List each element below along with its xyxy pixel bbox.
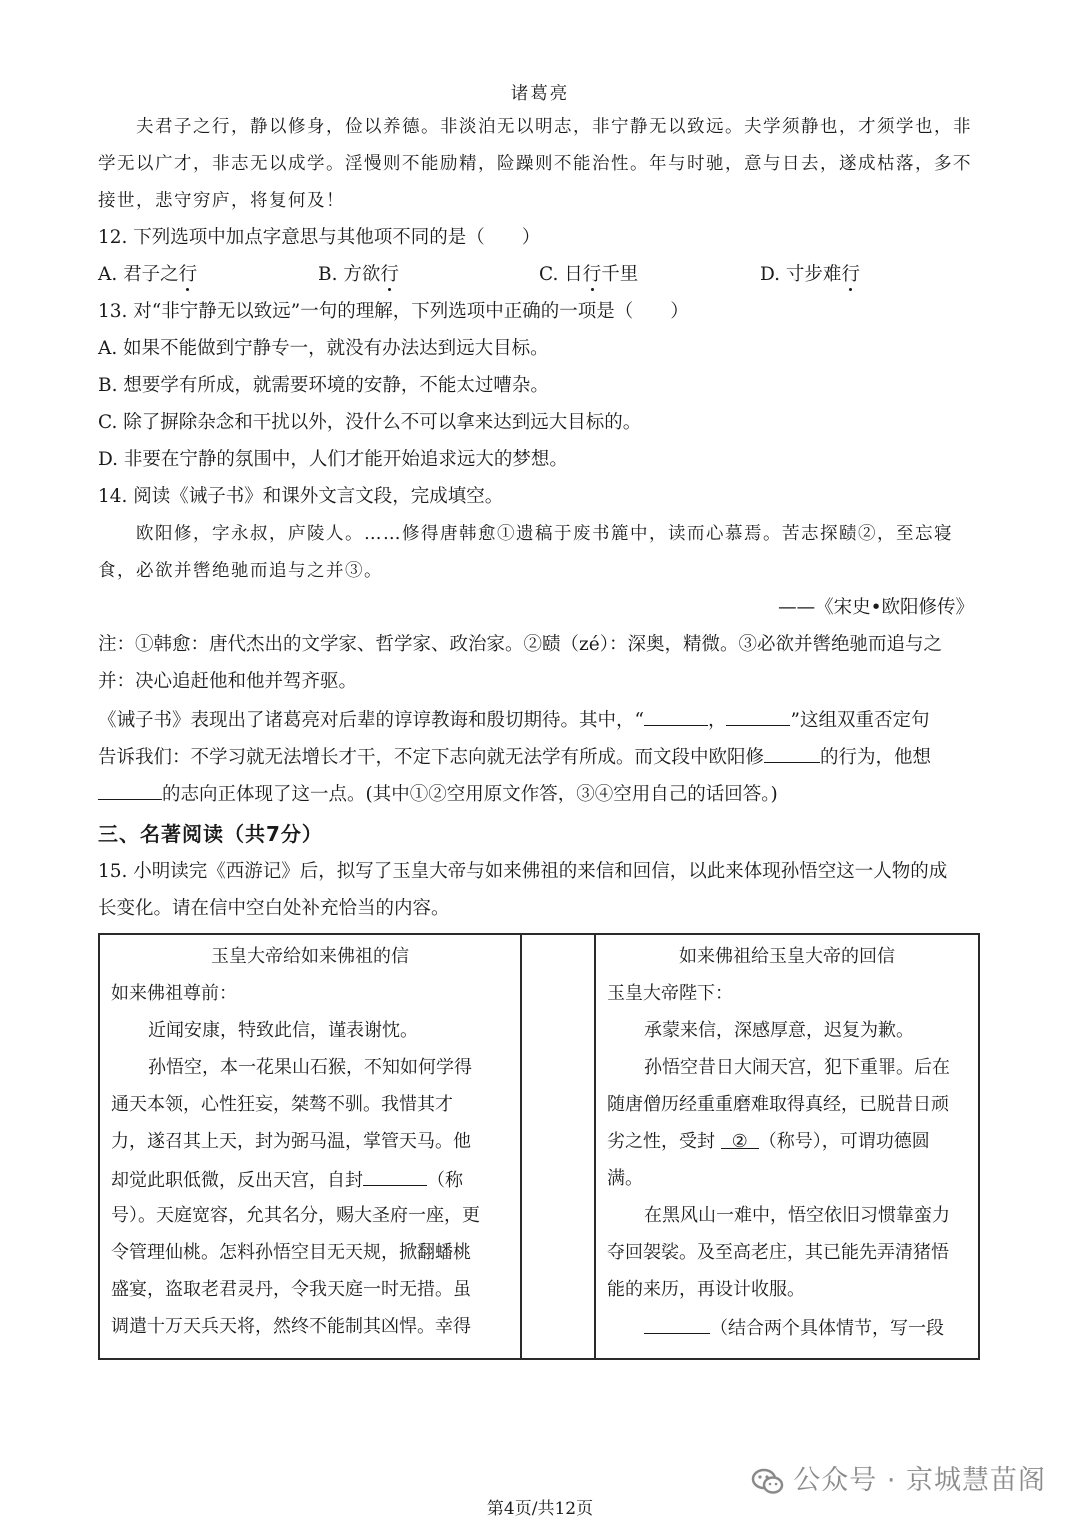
q13-option-d: D. 非要在宁静的氛围中，人们才能开始追求远大的梦想。 <box>98 449 568 470</box>
letter-right-line: 孙悟空昔日大闹天宫，犯下重罪。后在 <box>644 1057 950 1078</box>
passage-line-2: 学无以广才，非志无以成学。淫慢则不能励精，险躁则不能治性。年与时驰，意与日去，遂成枯落，多不 <box>98 154 972 174</box>
letter-right-line: 在黑风山一难中，悟空依旧习惯靠蛮力 <box>644 1205 950 1226</box>
q12-options <box>98 263 197 287</box>
q14-stem: 14. 阅读《诫子书》和课外文言文段，完成填空。 <box>98 486 504 507</box>
q13-option-b: B. 想要学有所成，就需要环境的安静，不能太过嘈杂。 <box>98 375 549 396</box>
letter-left-line: 孙悟空，本一花果山石猴，不知如何学得 <box>148 1057 472 1078</box>
q13-option-a: A. 如果不能做到宁静专一，就没有办法达到远大目标。 <box>98 338 549 359</box>
letter-left-line: 如来佛祖尊前： <box>111 983 237 1004</box>
passage-line-3: 接世，悲守穷庐，将复何及！ <box>98 191 345 211</box>
wechat-icon <box>751 1467 785 1497</box>
section-3-heading: 三、名著阅读（共7分） <box>98 822 323 846</box>
q15-stem-line-1: 15. 小明读完《西游记》后，拟写了玉皇大帝与如来佛祖的来信和回信，以此来体现孙悟空这一人物的成 <box>98 861 948 882</box>
letter-right-line: 劣之性，受封 ② （称号），可谓功德圆 <box>607 1131 930 1152</box>
q12-stem: 12. 下列选项中加点字意思与其他项不同的是（ ） <box>98 227 541 248</box>
letter-right-line: 随唐僧历经重重磨难取得真经，已脱昔日顽 <box>607 1094 949 1115</box>
emphasis-dot-char: 行 <box>582 264 602 285</box>
q12-option-c: C. 日行千里 <box>539 264 639 285</box>
q14-note-line-1: 注：①韩愈：唐代杰出的文学家、哲学家、政治家。②赜（zé）：深奥，精微。③必欲并辔绝驰而追与之 <box>98 634 942 655</box>
letter-right-line: 满。 <box>607 1168 643 1189</box>
q14-fill-line-3: 的志向正体现了这一点。(其中①②空用原文作答，③④空用自己的话回答。) <box>98 781 778 807</box>
letter-left-line: 盛宴，盗取老君灵丹，令我天庭一时无措。虽 <box>111 1279 471 1300</box>
letter-right-line: 能的来历，再设计收服。 <box>607 1279 805 1300</box>
answer-blank-title-1[interactable] <box>363 1167 427 1186</box>
letter-right-line: 玉皇大帝陛下： <box>607 983 733 1004</box>
passage-line-1: 夫君子之行，静以修身，俭以养德。非淡泊无以明志，非宁静无以致远。夫学须静也，才须学也，非 <box>136 117 972 137</box>
watermark: 公众号 · 京城慧苗阁 <box>751 1458 1046 1497</box>
answer-blank-1[interactable] <box>644 707 708 726</box>
letter-right-line: 夺回袈裟。及至高老庄，其已能先弄清猪悟 <box>607 1242 949 1263</box>
q14-fill-line-1: 《诫子书》表现出了诸葛亮对后辈的谆谆教诲和殷切期待。其中，“ ， ”这组双重否定句 <box>98 707 929 733</box>
q14-fill-line-2: 告诉我们：不学习就无法增长才干，不定下志向就无法学有所成。而文段中欧阳修 的行为，他想 <box>98 744 931 770</box>
letter-left-line: 却觉此职低微，反出天宫，自封 （称 <box>111 1167 463 1193</box>
emphasis-dot-char: 行 <box>178 264 198 285</box>
q12-option-d: D. 寸步难行 <box>760 264 860 285</box>
q12-option-b: B. 方欲行 <box>318 264 399 285</box>
q14-source: ——《宋史•欧阳修传》 <box>778 597 974 618</box>
q15-stem-line-2: 长变化。请在信中空白处补充恰当的内容。 <box>98 898 450 919</box>
q12-option-a: A. 君子之行 <box>98 264 198 285</box>
emphasis-dot-char: 行 <box>380 264 399 285</box>
letter-left-title: 玉皇大帝给如来佛祖的信 <box>211 946 409 967</box>
q14-note-line-2: 并：决心追赶他和他并驾齐驱。 <box>98 671 358 692</box>
passage-author: 诸葛亮 <box>510 84 570 104</box>
answer-blank-title-2[interactable]: ② <box>721 1130 759 1149</box>
q14-text-line-2: 食，必欲并辔绝驰而追与之并③。 <box>98 561 383 581</box>
letter-left-line: 力，遂召其上天，封为弼马温，掌管天马。他 <box>111 1131 471 1152</box>
letter-left-line: 通天本领，心性狂妄，桀骜不驯。我惜其才 <box>111 1094 453 1115</box>
q13-option-c: C. 除了摒除杂念和干扰以外，没什么不可以拿来达到远大目标的。 <box>98 412 642 433</box>
letters-table <box>98 933 980 1360</box>
letter-middle-cell <box>521 934 595 1359</box>
emphasis-dot-char: 行 <box>841 264 860 285</box>
q14-text-line-1: 欧阳修，字永叔，庐陵人。……修得唐韩愈①遗稿于废书簏中，读而心慕焉。苦志探赜②，至忘寝 <box>136 524 953 544</box>
letter-left-line: 号）。天庭宽容，允其名分，赐大圣府一座，更 <box>111 1205 480 1226</box>
letter-right-line: 承蒙来信，深感厚意，迟复为歉。 <box>644 1020 914 1041</box>
q13-stem: 13. 对“非宁静无以致远”一句的理解，下列选项中正确的一项是（ ） <box>98 301 689 322</box>
letter-right-cell <box>595 934 979 1359</box>
letter-right-title: 如来佛祖给玉皇大帝的回信 <box>679 946 895 967</box>
answer-blank-2[interactable] <box>726 707 790 726</box>
letter-left-line: 近闻安康，特致此信，谨表谢忱。 <box>148 1020 418 1041</box>
letter-left-cell <box>99 934 521 1359</box>
letter-right-line: （结合两个具体情节，写一段 <box>644 1315 944 1341</box>
letter-left-line: 令管理仙桃。怎料孙悟空目无天规，掀翻蟠桃 <box>111 1242 471 1263</box>
answer-blank-3[interactable] <box>764 744 820 763</box>
page-footer: 第4页/共12页 <box>486 1499 594 1519</box>
letter-left-line: 调遣十万天兵天将，然终不能制其凶悍。幸得 <box>111 1316 471 1337</box>
answer-blank-passage[interactable] <box>644 1315 710 1334</box>
answer-blank-4[interactable] <box>98 781 162 800</box>
